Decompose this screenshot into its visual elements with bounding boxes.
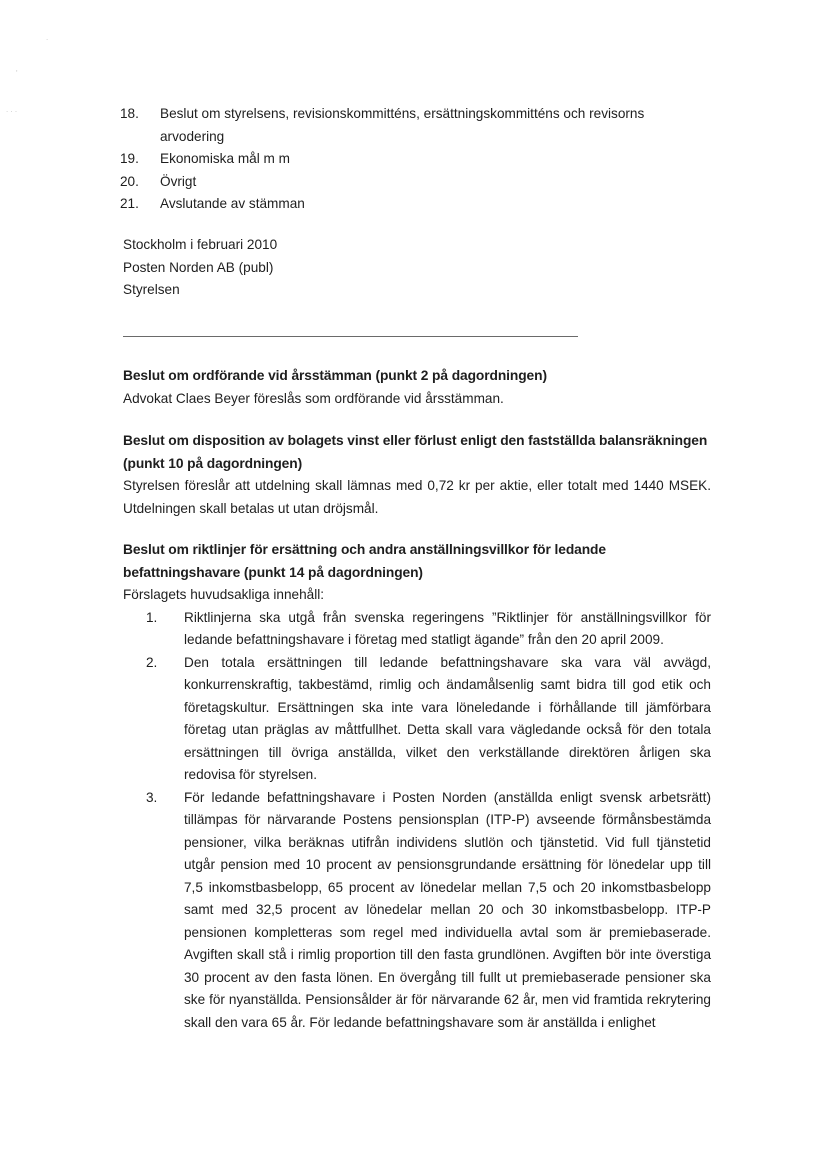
agenda-item-number: 18. bbox=[120, 106, 139, 121]
section-remuneration bbox=[123, 539, 711, 1034]
section-heading: Beslut om disposition av bolagets vinst eller förlust enligt den fastställda balansräkningen (punkt 10 på dagordningen) bbox=[123, 433, 708, 471]
signature-company: Posten Norden AB (publ) bbox=[123, 259, 274, 275]
proposal-number: 1. bbox=[146, 609, 158, 625]
agenda-item-number: 19. bbox=[120, 151, 139, 166]
section-body: Advokat Claes Beyer föreslås som ordförande vid årsstämman. bbox=[123, 390, 504, 406]
proposal-item bbox=[123, 652, 711, 787]
margin-mark: . bbox=[46, 33, 49, 42]
agenda-item-number: 20. bbox=[120, 173, 139, 189]
section-intro: Förslagets huvudsakliga innehåll: bbox=[123, 587, 325, 602]
margin-mark: . . . bbox=[6, 105, 18, 114]
proposal-number: 3. bbox=[146, 789, 158, 805]
signature-board: Styrelsen bbox=[123, 282, 180, 297]
agenda-item-text: Avslutande av stämman bbox=[160, 196, 305, 211]
proposal-item bbox=[123, 607, 711, 652]
proposal-text: För ledande befattningshavare i Posten Norden (anställda enligt svensk arbetsrätt) tillämpas för närvarande Postens pensionsplan (ITP-P) avseende förmånsbestämda pensioner, vilka beräknas utifrån individens slutlön och tjänstetid. Vid full tjänstetid utgår pension med 10 procent av pensionsgrundande ersättning för lönedelar upp till 7,5 inkomstbasbelopp, 65 procent av lönedelar mellan 7,5 och 20 inkomstbasbelopp samt med 32,5 procent av lönedelar mellan 20 och 30 inkomstbasbelopp. ITP-P pensionen kompletteras som regel med individuella avtal som är premiebaserade. Avgiften skall stå i rimlig proportion till den fasta grundlönen. Avgiften bör inte överstiga 30 procent av den fasta lönen. En övergång till fullt ut premiebaserade pensioner ska ske för nyanställda. Pensionsålder är för närvarande 62 år, men vid framtida rekrytering skall den vara 65 år. För ledande befattningshavare som är anställda i enlighet bbox=[184, 789, 711, 1030]
section-divider bbox=[123, 336, 578, 337]
section-heading: Beslut om riktlinjer för ersättning och andra anställningsvillkor för ledande befattningshavare (punkt 14 på dagordningen) bbox=[123, 542, 606, 580]
scan-margin-marks bbox=[6, 20, 48, 128]
section-chair bbox=[123, 365, 711, 410]
agenda-item bbox=[120, 193, 700, 216]
proposal-text: Riktlinjerna ska utgå från svenska regeringens ”Riktlinjer för anställningsvillkor för ledande befattningshavare i företag med statligt ägande” från den 20 april 2009. bbox=[184, 609, 711, 647]
proposal-item bbox=[123, 787, 711, 1035]
proposal-number: 2. bbox=[146, 654, 158, 670]
agenda-item bbox=[120, 148, 700, 171]
proposal-text: Den totala ersättningen till ledande befattningshavare ska vara väl avvägd, konkurrenskraftig, takbestämd, rimlig och ändamålsenlig samt bidra till god etik och företagskultur. Ersättningen ska inte vara löneledande i förhållande till jämförbara företag utan präglas av måttfullhet. Detta skall vara vägledande också för den totala ersättningen till övriga anställda, vilket den verkställande direktören årligen ska redovisa för styrelsen. bbox=[184, 654, 711, 782]
agenda-item-number: 21. bbox=[120, 196, 139, 211]
proposal-list bbox=[123, 607, 711, 1035]
margin-mark: ' bbox=[16, 69, 18, 78]
agenda-item-text: Beslut om styrelsens, revisionskommitténs, ersättningskommitténs och revisorns arvodering bbox=[160, 106, 645, 144]
agenda-item bbox=[120, 171, 700, 194]
section-heading: Beslut om ordförande vid årsstämman (punkt 2 på dagordningen) bbox=[123, 368, 547, 383]
signature-place-date: Stockholm i februari 2010 bbox=[123, 237, 278, 252]
agenda-item-text: Ekonomiska mål m m bbox=[160, 151, 290, 166]
agenda-item bbox=[120, 103, 700, 148]
section-dividend bbox=[123, 430, 711, 520]
section-body: Styrelsen föreslår att utdelning skall lämnas med 0,72 kr per aktie, eller totalt med 1440 MSEK. Utdelningen skall betalas ut utan dröjsmål. bbox=[123, 478, 711, 516]
agenda-list bbox=[120, 103, 700, 216]
agenda-item-text: Övrigt bbox=[160, 173, 197, 189]
signature-block bbox=[123, 234, 277, 302]
